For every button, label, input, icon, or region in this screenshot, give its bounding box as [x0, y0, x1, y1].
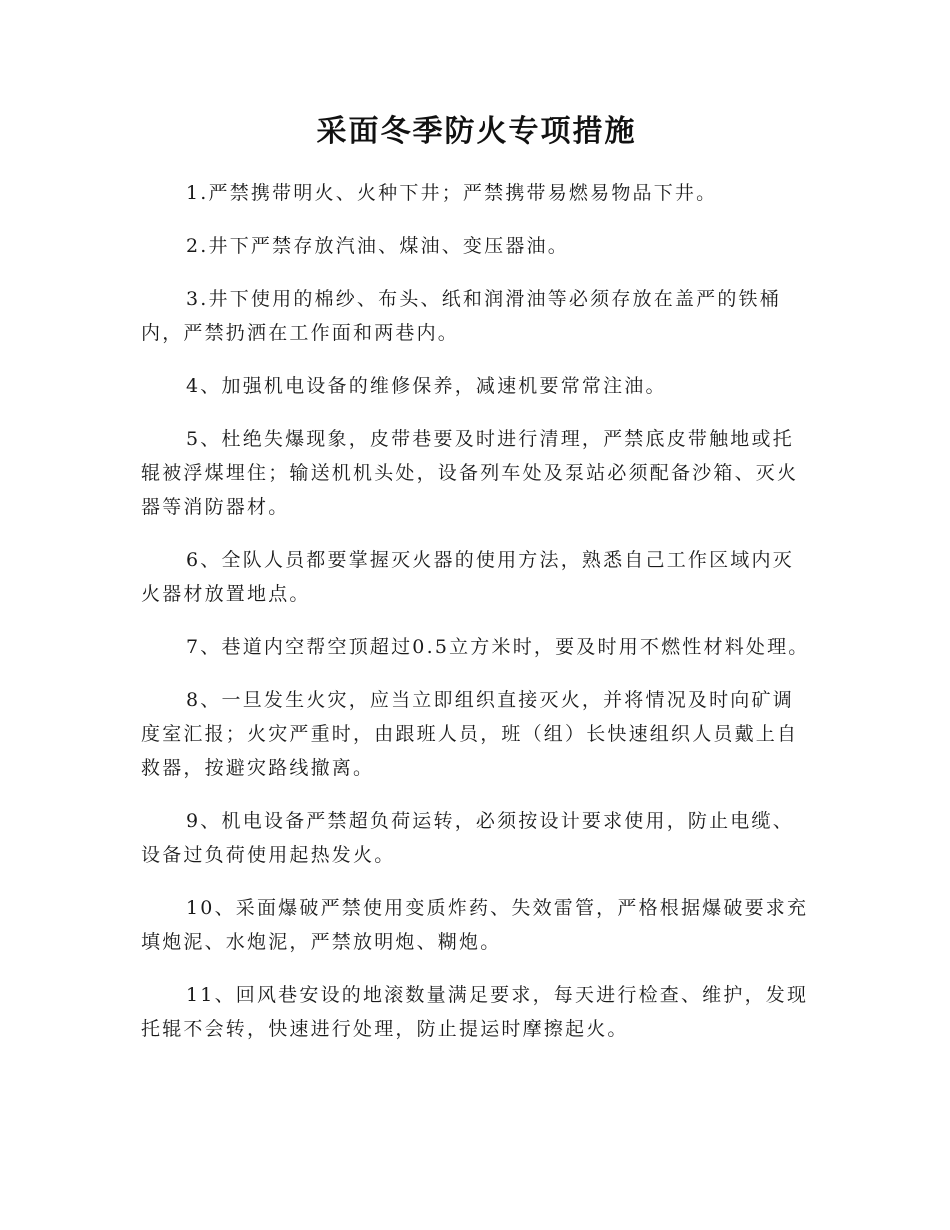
measure-item-5: 5、杜绝失爆现象，皮带巷要及时进行清理，严禁底皮带触地或托辊被浮煤埋住；输送机机头处，设备列车处及泵站必须配备沙箱、灭火器等消防器材。	[141, 428, 799, 518]
measure-item-11: 11、回风巷安设的地滚数量满足要求，每天进行检查、维护，发现托辊不会转，快速进行处理，防止提运时摩擦起火。	[141, 984, 809, 1040]
measure-item-4: 4、加强机电设备的维修保养，减速机要常常注油。	[186, 375, 667, 397]
document-title: 采面冬季防火专项措施	[316, 114, 637, 149]
measure-item-2: 2.井下严禁存放汽油、煤油、变压器油。	[186, 235, 569, 257]
measure-item-8: 8、一旦发生火灾，应当立即组织直接灭火，并将情况及时向矿调度室汇报；火灾严重时，由跟班人员，班（组）长快速组织人员戴上自救器，按避灾路线撤离。	[141, 689, 799, 779]
measure-item-9: 9、机电设备严禁超负荷运转，必须按设计要求使用，防止电缆、设备过负荷使用起热发火。	[141, 810, 794, 866]
measure-item-3: 3.井下使用的棉纱、布头、纸和润滑油等必须存放在盖严的铁桶内，严禁扔洒在工作面和两巷内。	[141, 288, 781, 344]
measure-item-1: 1.严禁携带明火、火种下井；严禁携带易燃易物品下井。	[186, 182, 718, 204]
measure-item-10: 10、采面爆破严禁使用变质炸药、失效雷管，严格根据爆破要求充填炮泥、水炮泥，严禁放明炮、糊炮。	[141, 897, 809, 953]
measure-item-6: 6、全队人员都要掌握灭火器的使用方法，熟悉自己工作区域内灭火器材放置地点。	[141, 549, 794, 605]
measure-item-7: 7、巷道内空帮空顶超过0.5立方米时，要及时用不燃性材料处理。	[186, 636, 810, 658]
